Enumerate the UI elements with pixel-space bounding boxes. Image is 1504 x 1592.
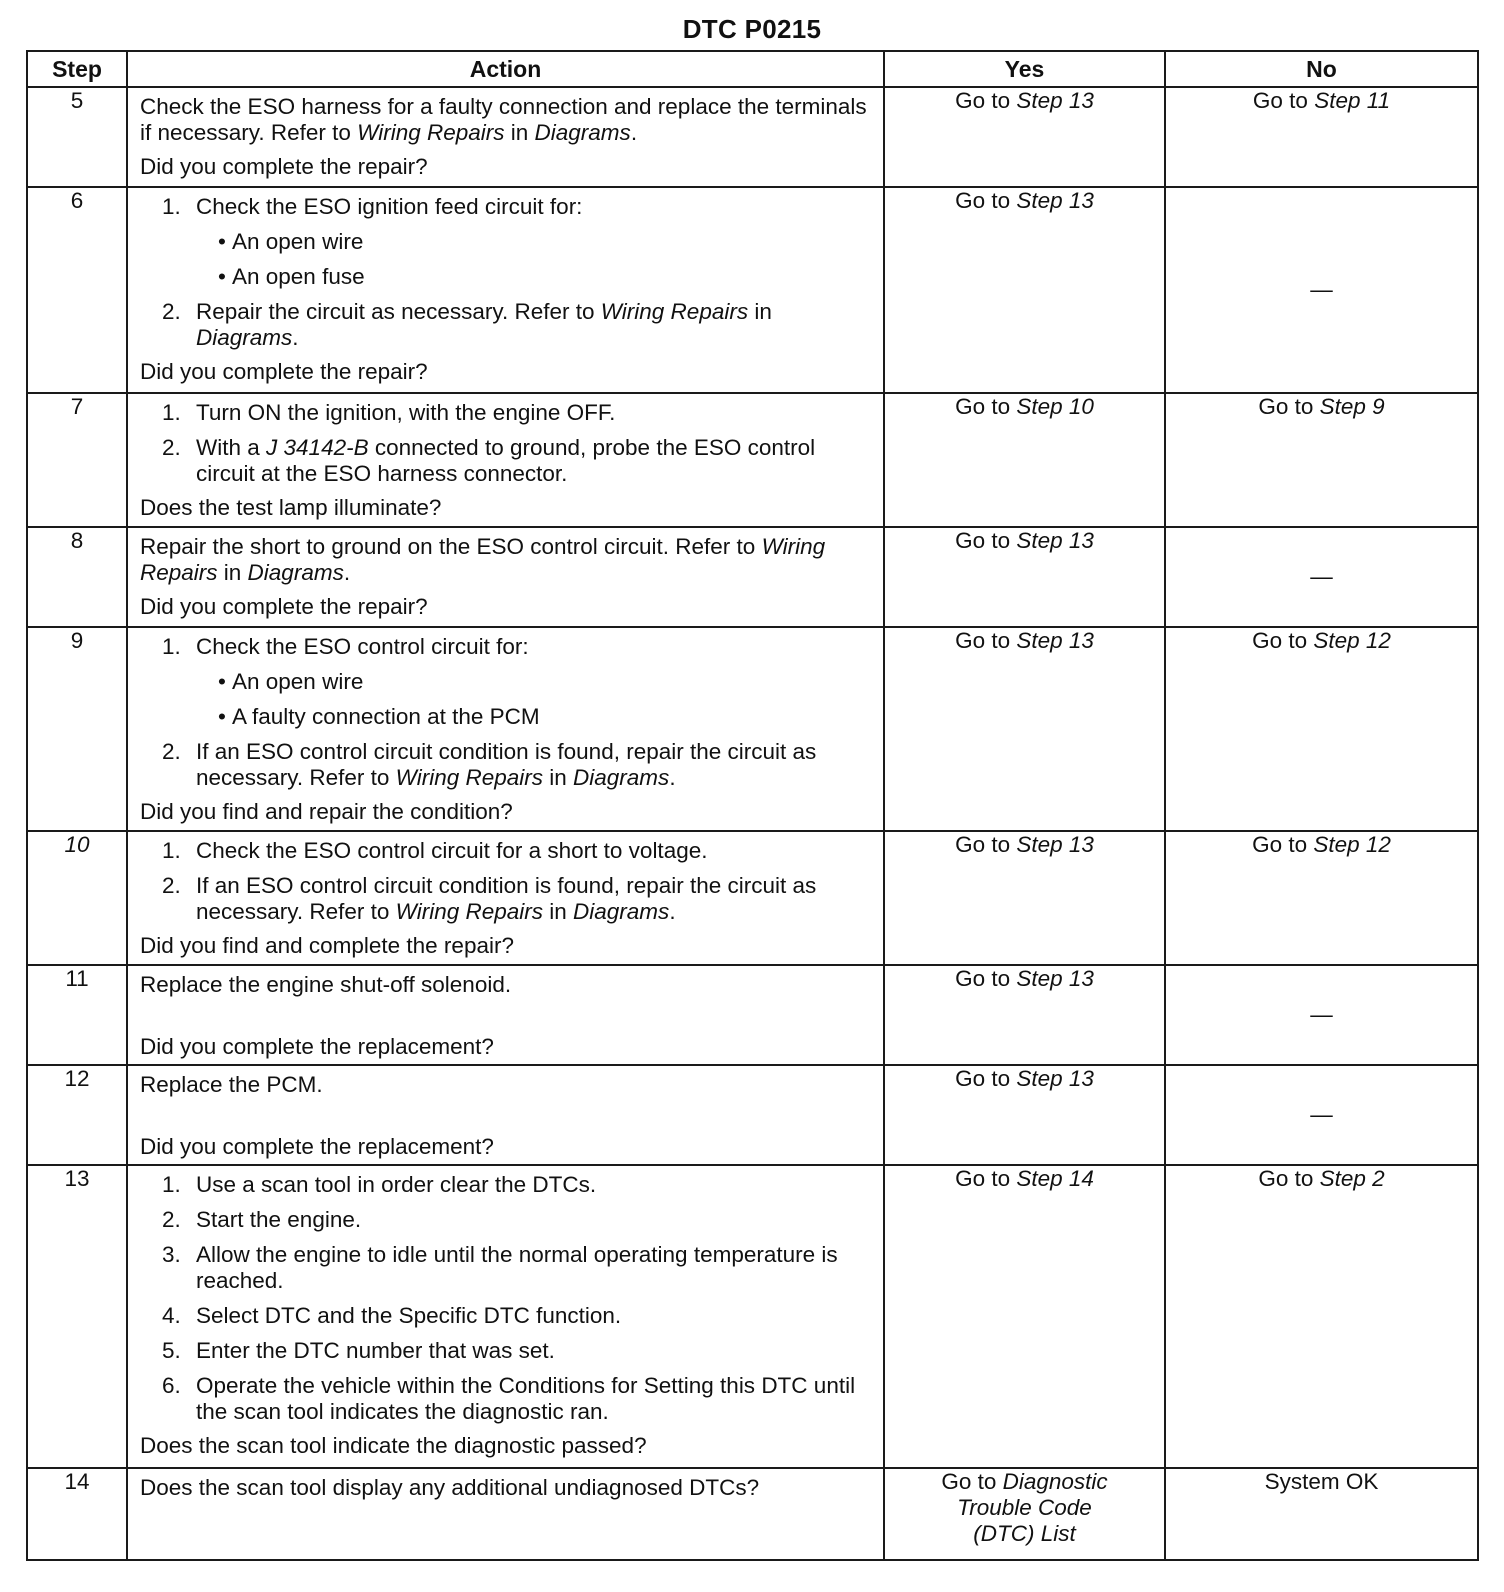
header-yes: Yes bbox=[884, 51, 1165, 87]
list-item: 1. Turn ON the ignition, with the engine OFF. bbox=[162, 400, 616, 425]
action-cell bbox=[127, 1468, 884, 1560]
yes-step-ref: Step 14 bbox=[1016, 1166, 1094, 1191]
ref-wiring-repairs: Wiring Repairs bbox=[357, 120, 505, 145]
ref-wiring-repairs: Wiring Repairs bbox=[600, 299, 749, 324]
action-question: Did you find and complete the repair? bbox=[140, 933, 514, 958]
header-action: Action bbox=[127, 51, 884, 87]
step-number: 9 bbox=[27, 627, 127, 831]
list-item: 6. Operate the vehicle within the Conditions for Setting this DTC until the scan tool indicates the diagnostic ran. bbox=[162, 1373, 856, 1424]
yes-cell: Go to Step 13 bbox=[884, 527, 1165, 627]
bullet-item: • An open fuse bbox=[218, 264, 365, 289]
action-cell bbox=[127, 1065, 884, 1165]
ref-diagrams: Diagrams bbox=[534, 120, 631, 145]
step-number: 13 bbox=[27, 1165, 127, 1468]
action-cell bbox=[127, 393, 884, 527]
no-cell: — bbox=[1165, 1065, 1478, 1165]
list-item: 2. Start the engine. bbox=[162, 1207, 362, 1232]
action-cell bbox=[127, 527, 884, 627]
action-list bbox=[140, 838, 873, 925]
action-text: Repair the short to ground on the ESO control circuit. Refer to Wiring Repairs in Diagrams. bbox=[140, 534, 826, 585]
yes-step-ref: Step 13 bbox=[1016, 188, 1094, 213]
no-cell: — bbox=[1165, 527, 1478, 627]
no-step-ref: Step 2 bbox=[1319, 1166, 1385, 1191]
list-item: 5. Enter the DTC number that was set. bbox=[162, 1338, 555, 1363]
diagnostic-table bbox=[26, 50, 1479, 1561]
no-cell: — bbox=[1165, 187, 1478, 393]
no-cell: Go to Step 9 bbox=[1165, 393, 1478, 527]
action-text: Check the ESO harness for a faulty connection and replace the terminals if necessary. Refer to Wiring Repairs in Diagrams. bbox=[140, 94, 867, 145]
yes-step-ref: Step 13 bbox=[1016, 966, 1094, 991]
action-question: Did you complete the repair? bbox=[140, 359, 428, 384]
ref-diagrams: Diagrams bbox=[196, 325, 293, 350]
action-list bbox=[140, 194, 873, 351]
step-number: 6 bbox=[27, 187, 127, 393]
list-item: 2. Repair the circuit as necessary. Refer to Wiring Repairs in Diagrams. bbox=[162, 299, 772, 350]
table-row bbox=[27, 1468, 1478, 1560]
step-number: 8 bbox=[27, 527, 127, 627]
table-header-row bbox=[27, 51, 1478, 87]
yes-step-ref: Step 13 bbox=[1016, 628, 1094, 653]
action-list bbox=[140, 400, 873, 487]
table-row bbox=[27, 965, 1478, 1065]
step-number: 11 bbox=[27, 965, 127, 1065]
yes-cell: Go to Step 13 bbox=[884, 831, 1165, 965]
yes-cell: Go to Step 14 bbox=[884, 1165, 1165, 1468]
action-cell bbox=[127, 187, 884, 393]
action-question: Did you complete the replacement? bbox=[140, 1034, 494, 1059]
step-number: 10 bbox=[27, 831, 127, 965]
no-step-ref: Step 9 bbox=[1319, 394, 1385, 419]
ref-wiring-repairs: Wiring Repairs bbox=[395, 899, 544, 924]
yes-cell: Go to Step 13 bbox=[884, 1065, 1165, 1165]
yes-cell: Go to Step 13 bbox=[884, 965, 1165, 1065]
step-number: 14 bbox=[27, 1468, 127, 1560]
action-list bbox=[140, 634, 873, 791]
bullet-list bbox=[196, 669, 873, 730]
no-step-ref: Step 12 bbox=[1313, 832, 1391, 857]
action-text: Replace the PCM. bbox=[140, 1072, 323, 1097]
action-question: Did you complete the replacement? bbox=[140, 1134, 494, 1159]
header-step: Step bbox=[27, 51, 127, 87]
list-item: 1. Check the ESO ignition feed circuit for: • An open wire • An open fuse bbox=[140, 194, 873, 290]
step-number: 5 bbox=[27, 87, 127, 187]
yes-link-dtc-list: Diagnostic Trouble Code (DTC) List bbox=[957, 1469, 1108, 1546]
ref-diagrams: Diagrams bbox=[573, 899, 670, 924]
yes-cell: Go to Step 13 bbox=[884, 627, 1165, 831]
bullet-item: • An open wire bbox=[218, 229, 364, 254]
ref-diagrams: Diagrams bbox=[573, 765, 670, 790]
yes-step-ref: Step 10 bbox=[1016, 394, 1094, 419]
bullet-item: • An open wire bbox=[218, 669, 364, 694]
list-item: 1. Check the ESO control circuit for a short to voltage. bbox=[162, 838, 708, 863]
header-no: No bbox=[1165, 51, 1478, 87]
action-list bbox=[140, 1172, 873, 1425]
table-row bbox=[27, 627, 1478, 831]
table-row bbox=[27, 87, 1478, 187]
list-item: 2. With a J 34142-B connected to ground, probe the ESO control circuit at the ESO harness connector. bbox=[162, 435, 816, 486]
action-question: Did you find and repair the condition? bbox=[140, 799, 513, 824]
no-step-ref: Step 12 bbox=[1313, 628, 1391, 653]
no-step-ref: Step 11 bbox=[1314, 88, 1391, 113]
table-row bbox=[27, 187, 1478, 393]
yes-step-ref: Step 13 bbox=[1016, 88, 1094, 113]
no-cell: — bbox=[1165, 965, 1478, 1065]
yes-cell: Go to Step 13 bbox=[884, 187, 1165, 393]
list-item: 3. Allow the engine to idle until the normal operating temperature is reached. bbox=[162, 1242, 838, 1293]
list-item: 1. Use a scan tool in order clear the DTCs. bbox=[162, 1172, 597, 1197]
no-cell: System OK bbox=[1165, 1468, 1478, 1560]
action-question: Did you complete the repair? bbox=[140, 154, 428, 179]
no-cell: Go to Step 12 bbox=[1165, 831, 1478, 965]
action-cell bbox=[127, 831, 884, 965]
bullet-list bbox=[196, 229, 873, 290]
action-cell bbox=[127, 1165, 884, 1468]
action-question: Does the scan tool indicate the diagnostic passed? bbox=[140, 1433, 647, 1458]
yes-cell: Go to Step 10 bbox=[884, 393, 1165, 527]
page-title: DTC P0215 bbox=[682, 14, 822, 44]
yes-step-ref: Step 13 bbox=[1016, 832, 1094, 857]
action-cell bbox=[127, 627, 884, 831]
yes-step-ref: Step 13 bbox=[1016, 1066, 1094, 1091]
ref-wiring-repairs: Wiring Repairs bbox=[140, 534, 826, 585]
yes-step-ref: Step 13 bbox=[1016, 528, 1094, 553]
action-question: Does the test lamp illuminate? bbox=[140, 495, 442, 520]
ref-diagrams: Diagrams bbox=[247, 560, 344, 585]
step-number: 12 bbox=[27, 1065, 127, 1165]
step-number: 7 bbox=[27, 393, 127, 527]
list-item: 2. If an ESO control circuit condition is found, repair the circuit as necessary. Refer to Wiring Repairs in Diagrams. bbox=[162, 739, 817, 790]
no-cell: Go to Step 2 bbox=[1165, 1165, 1478, 1468]
no-cell: Go to Step 12 bbox=[1165, 627, 1478, 831]
ref-wiring-repairs: Wiring Repairs bbox=[395, 765, 544, 790]
list-item: 4. Select DTC and the Specific DTC function. bbox=[162, 1303, 622, 1328]
action-question: Does the scan tool display any additional undiagnosed DTCs? bbox=[140, 1475, 760, 1500]
no-cell: Go to Step 11 bbox=[1165, 87, 1478, 187]
tool-ref: J 34142-B bbox=[266, 435, 369, 460]
action-text: Replace the engine shut-off solenoid. bbox=[140, 972, 512, 997]
table-row bbox=[27, 1165, 1478, 1468]
action-cell bbox=[127, 87, 884, 187]
yes-cell: Go to Step 13 bbox=[884, 87, 1165, 187]
list-item: 1. Check the ESO control circuit for: • An open wire • A faulty connection at the PCM bbox=[140, 634, 873, 730]
action-question: Did you complete the repair? bbox=[140, 594, 428, 619]
bullet-item: • A faulty connection at the PCM bbox=[218, 704, 540, 729]
list-item: 2. If an ESO control circuit condition is found, repair the circuit as necessary. Refer to Wiring Repairs in Diagrams. bbox=[162, 873, 817, 924]
action-cell bbox=[127, 965, 884, 1065]
table-row bbox=[27, 831, 1478, 965]
table-row bbox=[27, 393, 1478, 527]
yes-cell: Go to Diagnostic Trouble Code (DTC) List bbox=[884, 1468, 1165, 1560]
table-row bbox=[27, 527, 1478, 627]
table-row bbox=[27, 1065, 1478, 1165]
